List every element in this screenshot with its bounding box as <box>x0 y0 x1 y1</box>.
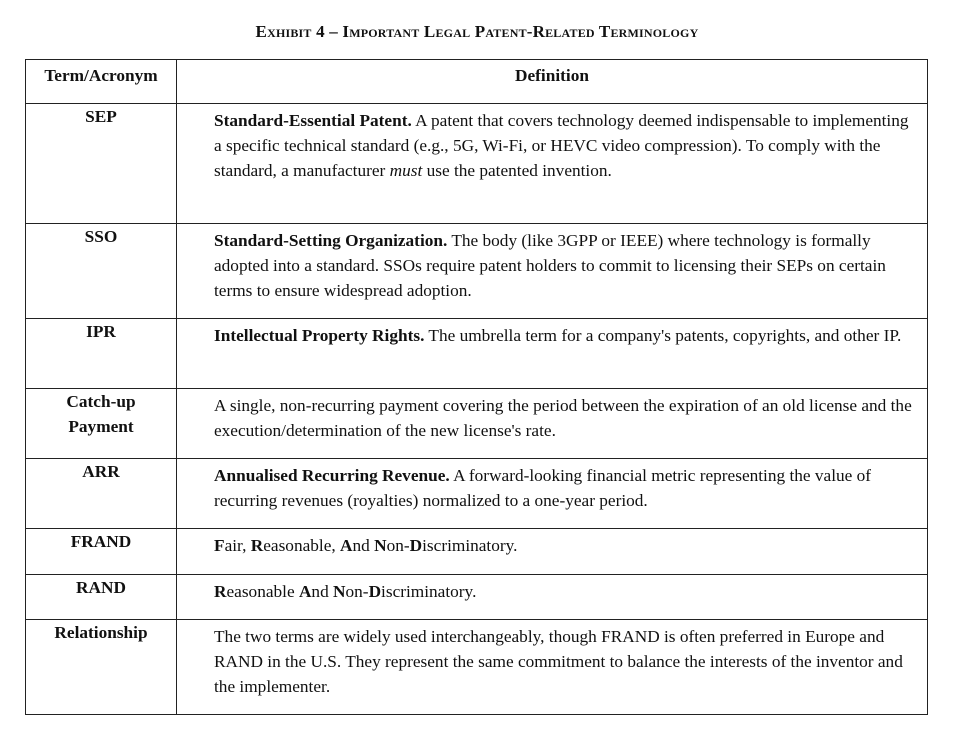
term-cell: IPR <box>26 319 177 389</box>
acronym-initial: R <box>214 582 227 601</box>
definition-text: A patent that covers technology deemed indispensable to implementing a specific technical standard (e.g., 5G, Wi-Fi, or HEVC video compression). To comply with the standard, a manufacturer <box>214 111 909 180</box>
header-definition: Definition <box>177 60 928 104</box>
definition-text: on- <box>386 536 410 555</box>
term-cell: RAND <box>26 575 177 620</box>
table-row <box>26 319 928 389</box>
definition-text: The umbrella term for a company's patents, copyrights, and other IP. <box>424 326 902 345</box>
term-cell: SEP <box>26 104 177 224</box>
definition-cell <box>177 104 928 224</box>
acronym-initial: A <box>298 582 312 601</box>
definition-cell <box>177 389 928 459</box>
definition-term-name: Intellectual Property Rights. <box>214 326 425 345</box>
table-row <box>26 104 928 224</box>
term-cell: SSO <box>26 224 177 319</box>
terminology-table <box>25 59 928 715</box>
definition-text: A forward-looking financial metric representing the value of recurring revenues (royalties) normalized to a one-year period. <box>214 466 872 510</box>
definition-text: nd <box>352 536 375 555</box>
term-cell: FRAND <box>26 529 177 575</box>
table-row <box>26 459 928 529</box>
term-cell: Relationship <box>26 620 177 715</box>
definition-emphasis: must <box>389 161 423 180</box>
definition-text: on- <box>345 582 369 601</box>
definition-cell <box>177 459 928 529</box>
definition-cell <box>177 575 928 620</box>
definition-text: easonable <box>226 582 299 601</box>
exhibit-title: Exhibit 4 – Important Legal Patent-Related Terminology <box>255 22 699 41</box>
acronym-initial: N <box>333 582 346 601</box>
acronym-initial: D <box>409 536 423 555</box>
header-term: Term/Acronym <box>26 60 177 104</box>
definition-text: nd <box>311 582 334 601</box>
definition-text: iscriminatory. <box>381 582 477 601</box>
definition-term-name: Standard-Essential Patent. <box>214 111 412 130</box>
term-cell: ARR <box>26 459 177 529</box>
table-row <box>26 620 928 715</box>
definition-text: The body (like 3GPP or IEEE) where technology is formally adopted into a standard. SSOs require patent holders to commit to licensing their SEPs on certain terms to ensure widespread adoption. <box>214 231 886 300</box>
acronym-initial: R <box>250 536 264 555</box>
definition-term-name: Standard-Setting Organization. <box>214 231 448 250</box>
table-row <box>26 389 928 459</box>
table-row <box>26 529 928 575</box>
definition-text: The two terms are widely used interchangeably, though FRAND is often preferred in Europe and RAND in the U.S. They represent the same commitment to balance the interests of the inventor and the implementer. <box>214 627 903 696</box>
acronym-initial: F <box>214 536 225 555</box>
definition-text: air, <box>224 536 251 555</box>
acronym-initial: A <box>340 536 353 555</box>
definition-cell <box>177 224 928 319</box>
acronym-initial: D <box>368 582 382 601</box>
definition-text: easonable, <box>263 536 341 555</box>
definition-text: iscriminatory. <box>422 536 518 555</box>
table-row <box>26 224 928 319</box>
term-cell: Catch-up Payment <box>26 389 177 459</box>
definition-text: use the patented invention. <box>422 161 612 180</box>
definition-cell <box>177 319 928 389</box>
definition-text: A single, non-recurring payment covering the period between the expiration of an old license and the execution/determination of the new license's rate. <box>214 396 912 440</box>
definition-term-name: Annualised Recurring Revenue. <box>214 466 450 485</box>
header-row <box>26 60 928 104</box>
definition-cell <box>177 529 928 575</box>
definition-cell <box>177 620 928 715</box>
table-row <box>26 575 928 620</box>
acronym-initial: N <box>374 536 387 555</box>
